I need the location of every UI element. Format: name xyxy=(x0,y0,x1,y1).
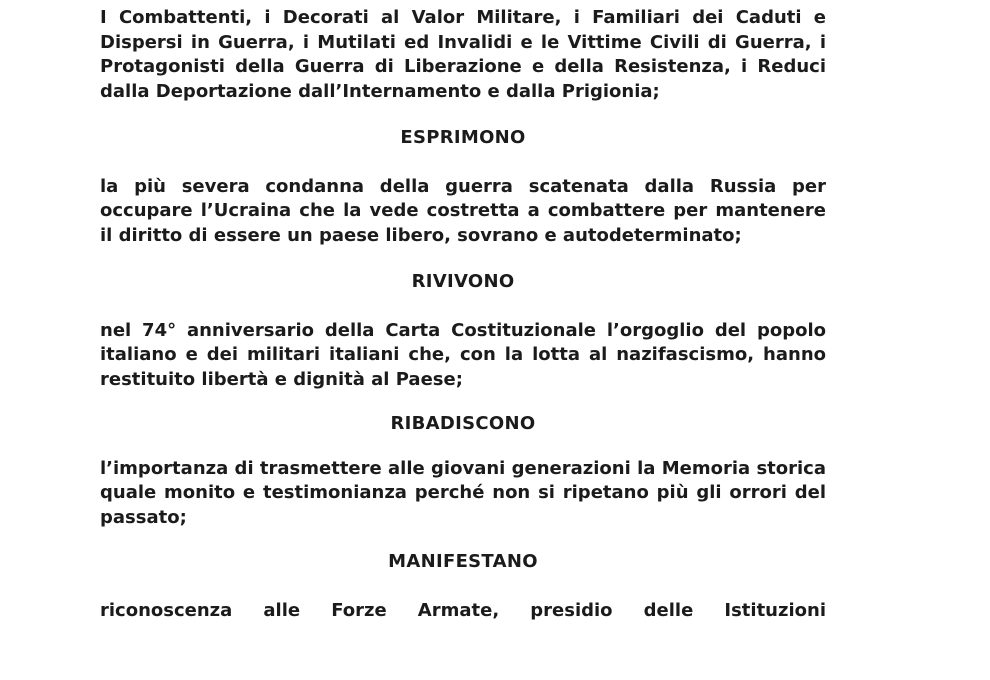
section-heading-esprimono: ESPRIMONO xyxy=(400,127,526,148)
intro-paragraph: I Combattenti, i Decorati al Valor Militare, i Familiari dei Caduti e Dispersi in Guerra, i Mutilati ed Invalidi e le Vittime Civili di Guerra, i Protagonisti della Guerra di Liberazione e della Resistenza, i Reduci dalla Deportazione dall’Internamento e dalla Prigionia; xyxy=(100,7,826,102)
section-paragraph-manifestano: riconoscenza alle Forze Armate, presidio delle Istituzioni xyxy=(100,599,826,621)
section-paragraph-esprimono: la più severa condanna della guerra scatenata dalla Russia per occupare l’Ucraina che la vede costretta a combattere per mantenere il diritto di essere un paese libero, sovrano e autodeterminato; xyxy=(100,175,826,246)
section-heading-manifestano: MANIFESTANO xyxy=(388,551,538,572)
section-paragraph-rivivono: nel 74° anniversario della Carta Costituzionale l’orgoglio del popolo italiano e dei militari italiani che, con la lotta al nazifascismo, hanno restituito libertà e dignità al Paese; xyxy=(100,319,826,390)
document-body xyxy=(100,6,826,623)
section-heading-ribadiscono: RIBADISCONO xyxy=(390,413,536,434)
section-heading-rivivono: RIVIVONO xyxy=(411,271,515,292)
section-paragraph-ribadiscono: l’importanza di trasmettere alle giovani generazioni la Memoria storica quale monito e testimonianza perché non si ripetano più gli orrori del passato; xyxy=(100,457,826,528)
